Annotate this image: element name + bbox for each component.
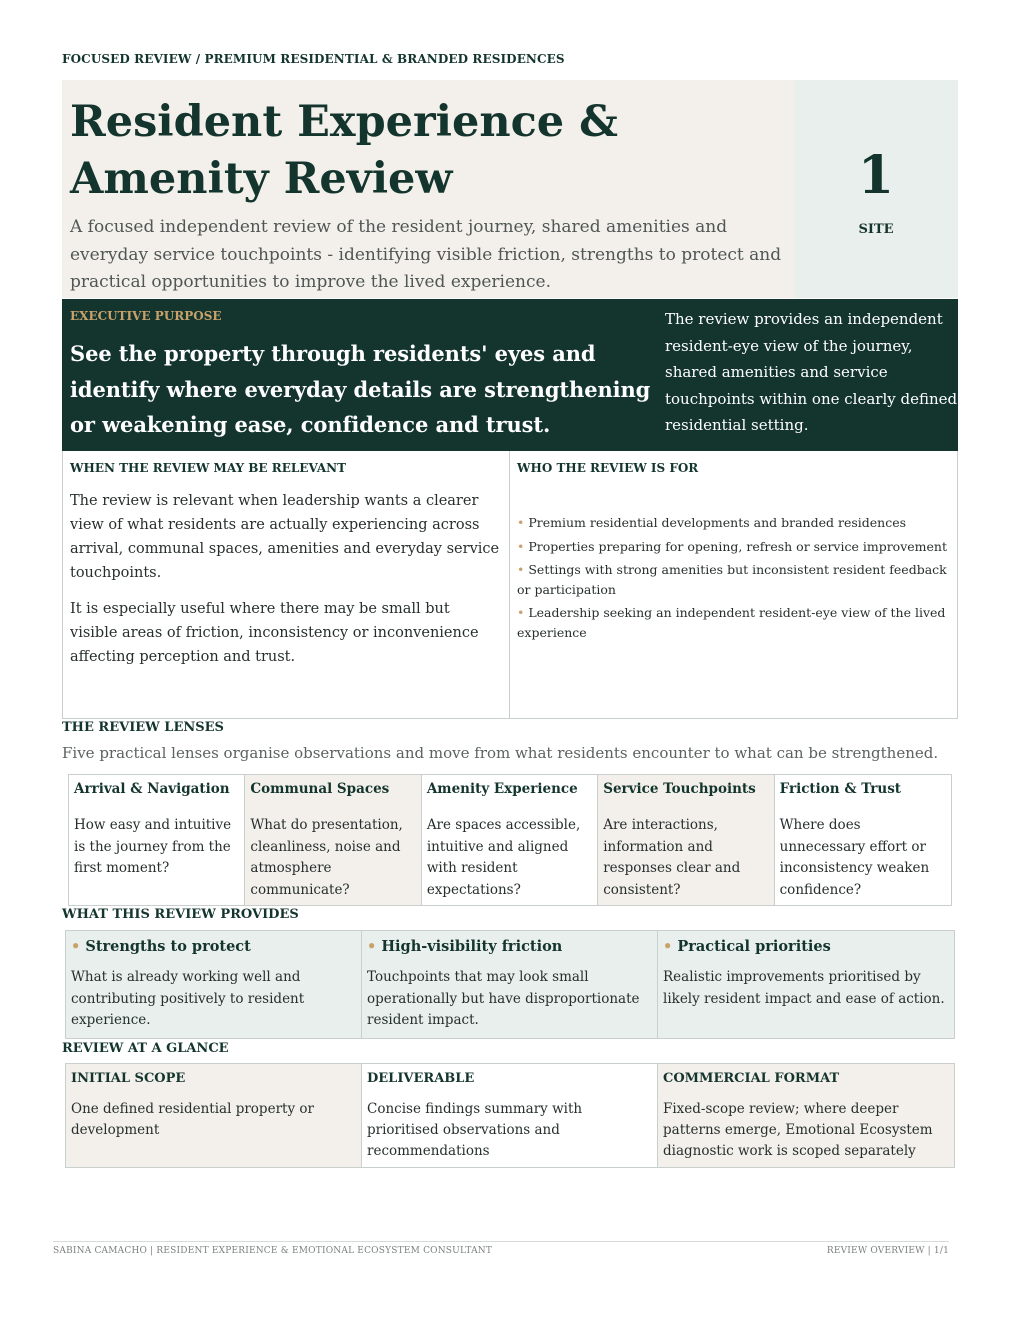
executive-purpose-main	[62, 299, 658, 451]
provides-card-text: Touchpoints that may look small operationally but have disproportionate resident impact.	[367, 969, 640, 1028]
executive-purpose-band	[62, 299, 958, 451]
relevance-title: WHEN THE REVIEW MAY BE RELEVANT	[70, 461, 347, 475]
lens-title: Communal Spaces	[250, 781, 390, 797]
relevance-audience-panels	[62, 451, 958, 719]
lens-text: Are interactions, information and responses clear and consistent?	[603, 817, 741, 898]
page-subtitle: A focused independent review of the resident journey, shared amenities and everyday service touchpoints - identifying visible friction, strengths to protect and practical opportunities to improve the lived experience.	[70, 217, 782, 292]
site-label: SITE	[858, 222, 894, 237]
lens-card	[598, 775, 774, 905]
page-title	[70, 94, 786, 208]
relevance-paragraph: It is especially useful where there may be small but visible areas of friction, inconsistency or inconvenience affecting perception and trust.	[70, 601, 479, 665]
list-item	[517, 513, 949, 533]
site-count-card	[794, 80, 958, 298]
provides-grid	[65, 930, 955, 1039]
lens-title: Friction & Trust	[779, 781, 902, 797]
glance-card	[66, 1064, 362, 1167]
page-title-line-1: Resident Experience &	[70, 97, 618, 147]
lens-text: Are spaces accessible, intuitive and aligned with resident expectations?	[426, 817, 581, 898]
audience-list	[517, 513, 949, 642]
provides-card	[362, 931, 658, 1038]
glance-card-title: DELIVERABLE	[367, 1071, 475, 1086]
review-lenses-grid	[68, 774, 952, 906]
lens-text: Where does unnecessary effort or inconsistency weaken confidence?	[779, 817, 930, 898]
lens-card	[245, 775, 421, 905]
list-item-text: Leadership seeking an independent resident-eye view of the lived experience	[517, 605, 946, 640]
document-eyebrow: FOCUSED REVIEW / PREMIUM RESIDENTIAL & BRANDED RESIDENCES	[62, 52, 565, 66]
footer-page-info: REVIEW OVERVIEW | 1/1	[826, 1246, 949, 1256]
hero-section	[62, 80, 958, 298]
provides-card-title-text: High-visibility friction	[381, 938, 563, 955]
relevance-panel	[63, 451, 510, 718]
provides-card-text: What is already working well and contributing positively to resident experience.	[71, 969, 305, 1028]
glance-grid	[65, 1063, 955, 1168]
lens-title: Amenity Experience	[426, 781, 578, 797]
list-item-text: Properties preparing for opening, refresh or service improvement	[528, 538, 947, 554]
provides-card-title	[367, 938, 652, 955]
bullet-dot-icon: •	[517, 605, 525, 620]
bullet-dot-icon: •	[71, 938, 81, 955]
executive-purpose-aside: The review provides an independent resident-eye view of the journey, shared amenities and service touchpoints within one clearly defined residential setting.	[665, 310, 958, 435]
lens-title: Arrival & Navigation	[74, 781, 230, 797]
lenses-intro: Five practical lenses organise observations and move from what residents encounter to what can be strengthened.	[62, 744, 939, 762]
lens-card	[775, 775, 951, 905]
glance-card	[658, 1064, 954, 1167]
provides-card-title-text: Practical priorities	[677, 938, 831, 955]
audience-title: WHO THE REVIEW IS FOR	[517, 461, 699, 475]
list-item	[517, 537, 949, 557]
bullet-dot-icon: •	[517, 515, 525, 530]
footer-divider	[53, 1241, 949, 1242]
provides-card-title-text: Strengths to protect	[85, 938, 251, 955]
bullet-dot-icon: •	[663, 938, 673, 955]
glance-card	[362, 1064, 658, 1167]
glance-card-title: COMMERCIAL FORMAT	[663, 1071, 840, 1086]
executive-purpose-label: EXECUTIVE PURPOSE	[70, 309, 222, 323]
lens-text: What do presentation, cleanliness, noise and atmosphere communicate?	[250, 817, 403, 898]
lens-card	[69, 775, 245, 905]
executive-purpose-statement: See the property through residents' eyes and identify where everyday details are strengthening or weakening ease, confidence and trust.	[70, 341, 651, 437]
page-title-line-2: Amenity Review	[70, 154, 453, 204]
relevance-paragraph: The review is relevant when leadership wants a clearer view of what residents are actually experiencing across arrival, communal spaces, amenities and everyday service touchpoints.	[70, 493, 500, 581]
hero-text-block	[62, 80, 794, 298]
list-item-text: Premium residential developments and branded residences	[528, 515, 907, 530]
provides-card	[658, 931, 954, 1038]
glance-card-text: One defined residential property or development	[71, 1101, 314, 1138]
list-item	[517, 603, 949, 642]
lens-title: Service Touchpoints	[603, 781, 756, 797]
provides-card-text: Realistic improvements prioritised by likely resident impact and ease of action.	[663, 969, 945, 1007]
lenses-section-title: THE REVIEW LENSES	[62, 720, 224, 735]
provides-card-title	[71, 938, 356, 955]
provides-section-title: WHAT THIS REVIEW PROVIDES	[62, 907, 299, 922]
list-item-text: Settings with strong amenities but inconsistent resident feedback or participation	[517, 562, 947, 597]
glance-card-text: Fixed-scope review; where deeper patterns emerge, Emotional Ecosystem diagnostic work is scoped separately	[663, 1101, 933, 1159]
bullet-dot-icon: •	[517, 562, 525, 577]
footer-author: SABINA CAMACHO | RESIDENT EXPERIENCE & EMOTIONAL ECOSYSTEM CONSULTANT	[53, 1246, 493, 1256]
bullet-dot-icon: •	[367, 938, 377, 955]
lens-text: How easy and intuitive is the journey from the first moment?	[74, 817, 232, 876]
audience-panel	[510, 451, 957, 718]
bullet-dot-icon: •	[517, 538, 525, 554]
list-item	[517, 560, 949, 599]
provides-card-title	[663, 938, 949, 955]
glance-card-text: Concise findings summary with prioritised observations and recommendations	[367, 1101, 583, 1159]
site-count: 1	[857, 145, 895, 206]
provides-card	[66, 931, 362, 1038]
glance-card-title: INITIAL SCOPE	[71, 1071, 186, 1086]
glance-section-title: REVIEW AT A GLANCE	[62, 1041, 229, 1056]
lens-card	[422, 775, 598, 905]
